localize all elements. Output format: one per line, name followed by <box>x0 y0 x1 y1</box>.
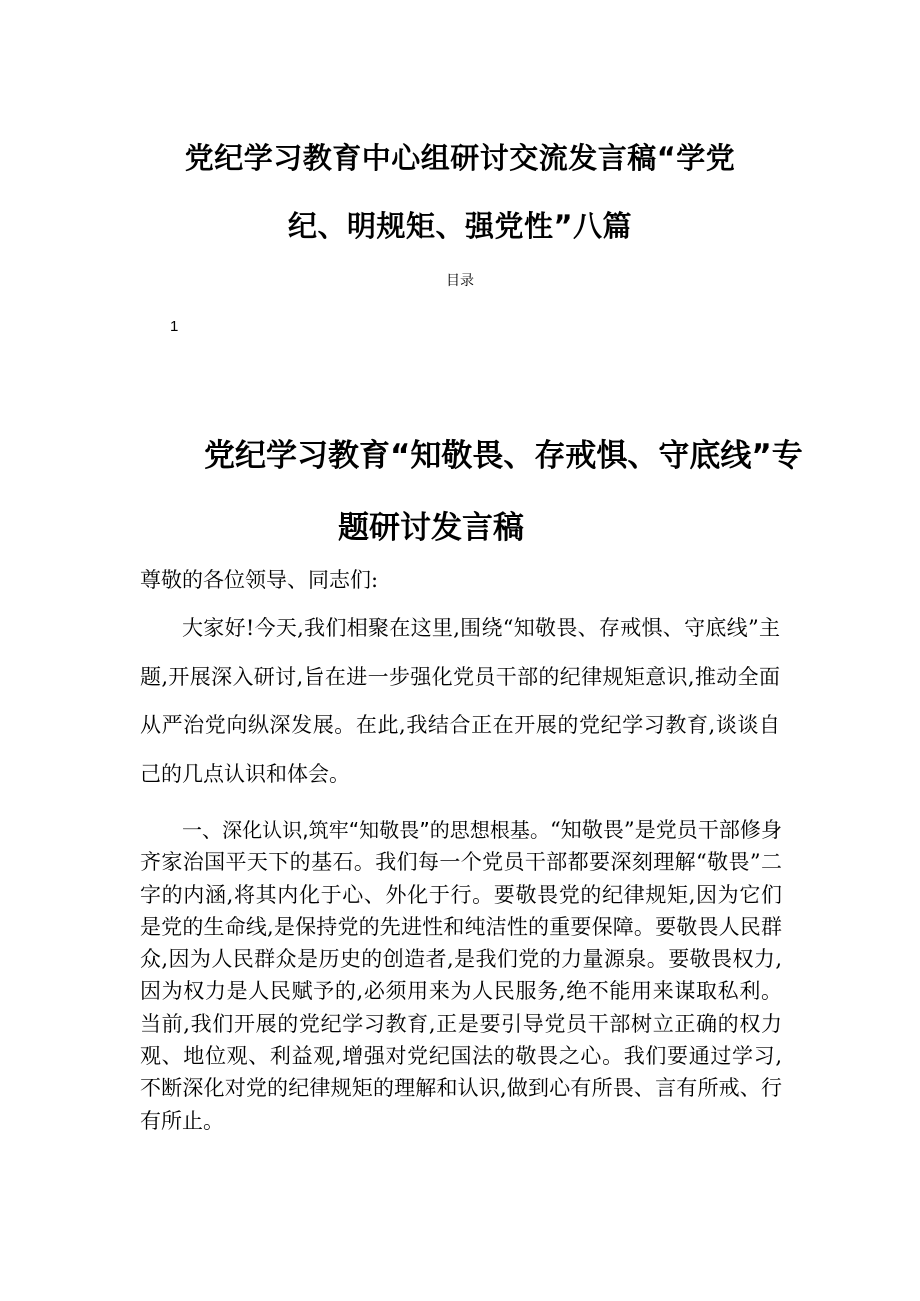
toc-entry-number: 1 <box>170 318 179 335</box>
document-title-line-2: 纪、明规矩、强党性”八篇 <box>287 209 633 243</box>
document-title-line-1: 党纪学习教育中心组研讨交流发言稿“学党 <box>184 141 736 175</box>
table-of-contents-label: 目录 <box>446 273 474 289</box>
intro-paragraph: 大家好!今天,我们相聚在这里,围绕“知敬畏、存戒惧、守底线”主题,开展深入研讨,旨在进一步强化党员干部的纪律规矩意识,推动全面从严治党向纵深发展。在此,我结合正在开展的党纪学习教育,谈谈自己的几点认识和体会。 <box>140 616 780 786</box>
section-title-line-1: 党纪学习教育“知敬畏、存戒惧、守底线”专 <box>204 438 803 474</box>
point-1-body: “知敬畏”是党员干部修身齐家治国平天下的基石。我们每一个党员干部都要深刻理解“敬畏”二字的内涵,将其内化于心、外化于行。要敬畏党的纪律规矩,因为它们是党的生命线,是保持党的先进性和纯洁性的重要保障。要敬畏人民群众,因为人民群众是历史的创造者,是我们党的力量源泉。要敬畏权力,因为权力是人民赋予的,必须用来为人民服务,绝不能用来谋取私利。当前,我们开展的党纪学习教育,正是要引导党员干部树立正确的权力观、地位观、利益观,增强对党纪国法的敬畏之心。我们要通过学习,不断深化对党的纪律规矩的理解和认识,做到心有所畏、言有所戒、行有所止。 <box>140 818 782 1133</box>
point-1-heading: 一、深化认识,筑牢“知敬畏”的思想根基。 <box>182 818 550 842</box>
section-title-line-2: 题研讨发言稿 <box>338 510 524 546</box>
point-1-paragraph <box>140 814 782 1137</box>
salutation: 尊敬的各位领导、同志们: <box>140 568 379 592</box>
